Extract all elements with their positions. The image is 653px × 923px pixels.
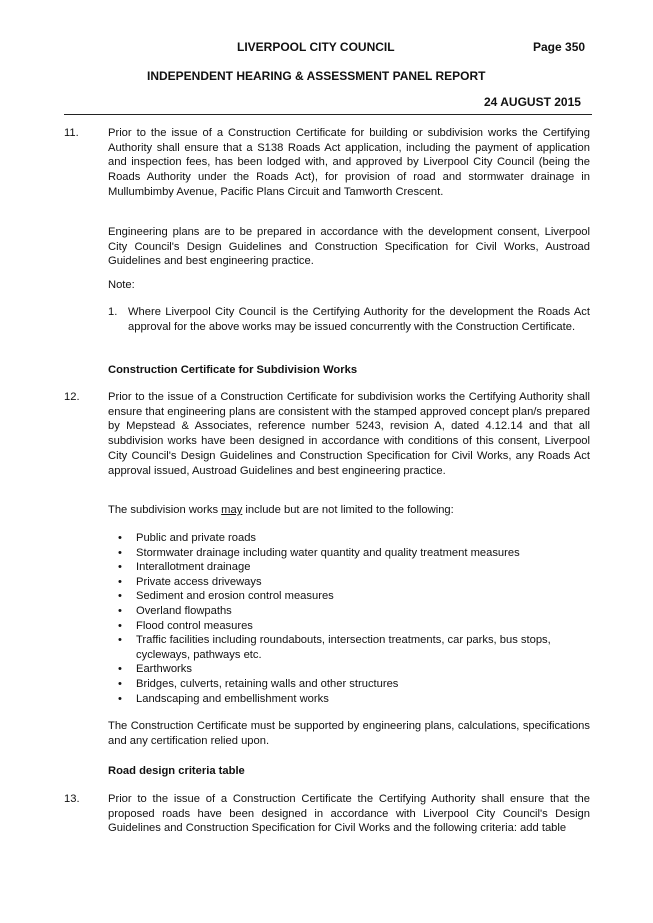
condition-number-12: 12. (64, 391, 80, 403)
condition-12-text: Prior to the issue of a Construction Certificate for subdivision works the Certifying Authority shall ensure that engineering plans are consistent with the stamped approved concept plan/s prepared by Mepstead & Associates, reference number 5243, revision A, dated 4.12.14 and that all subdivision works have been designed in accordance with conditions of this consent, Liverpool City Council's Design Guidelines and Construction Specification for Civil Works, any Roads Act approval issued, Austroad Guidelines and best engineering practice. (108, 391, 590, 477)
report-date: 24 AUGUST 2015 (484, 95, 581, 109)
list-item: • Stormwater drainage including water quantity and quality treatment measures (118, 546, 588, 561)
list-item: • Landscaping and embellishment works (118, 692, 588, 707)
list-item: • Private access driveways (118, 575, 588, 590)
list-item: • Interallotment drainage (118, 560, 588, 575)
list-item: • Public and private roads (118, 531, 588, 546)
list-item: • Bridges, culverts, retaining walls and other structures (118, 677, 588, 692)
note-label: Note: (108, 279, 135, 291)
section-heading-road-design: Road design criteria table (108, 765, 245, 777)
condition-number-11: 11. (64, 127, 79, 139)
condition-11-engineering-plans: Engineering plans are to be prepared in accordance with the development consent, Liverpool City Council's Design Guidelines and Construction Specification for Civil Works, Austroad Guidelines and best engineering practice. (108, 226, 590, 268)
condition-13-text: Prior to the issue of a Construction Certificate the Certifying Authority shall ensure that the proposed roads have been designed in accordance with Liverpool City Council's Design Guidelines and Construction Specification for Civil Works and the following criteria: add table (108, 793, 590, 835)
section-heading-subdivision: Construction Certificate for Subdivision Works (108, 364, 358, 376)
report-title: INDEPENDENT HEARING & ASSESSMENT PANEL REPORT (147, 69, 486, 83)
subdivision-works-list (118, 531, 588, 706)
list-item: • Earthworks (118, 662, 588, 677)
works-intro-start: The subdivision works (108, 504, 222, 516)
list-item: • Sediment and erosion control measures (118, 589, 588, 604)
header-divider (64, 114, 592, 115)
construction-certificate-support: The Construction Certificate must be supported by engineering plans, calculations, specifications and any certification relied upon. (108, 720, 590, 747)
list-item: • Flood control measures (118, 619, 588, 634)
works-intro (108, 503, 590, 518)
note-text: Where Liverpool City Council is the Certifying Authority for the development the Roads Act approval for the above works may be issued concurrently with the Construction Certificate. (128, 306, 590, 333)
condition-number-13: 13. (64, 793, 80, 805)
condition-11-text: Prior to the issue of a Construction Certificate for building or subdivision works the Certifying Authority shall ensure that a S138 Roads Act application, including the payment of application and inspection fees, has been lodged with, and approved by Liverpool City Council (being the Roads Authority under the Roads Act), for provision of road and stormwater drainage in Mullumbimby Avenue, Pacific Plans Circuit and Tamworth Crescent. (108, 127, 590, 198)
works-intro-may: may (221, 504, 243, 516)
works-intro-end: include but are not limited to the following: (242, 504, 454, 516)
page-number: Page 350 (533, 40, 586, 54)
list-item: • Traffic facilities including roundabouts, intersection treatments, car parks, bus stops, cycleways, pathways etc. (118, 633, 588, 662)
list-item: • Overland flowpaths (118, 604, 588, 619)
council-name: LIVERPOOL CITY COUNCIL (237, 40, 395, 54)
note-number: 1. (108, 306, 118, 318)
